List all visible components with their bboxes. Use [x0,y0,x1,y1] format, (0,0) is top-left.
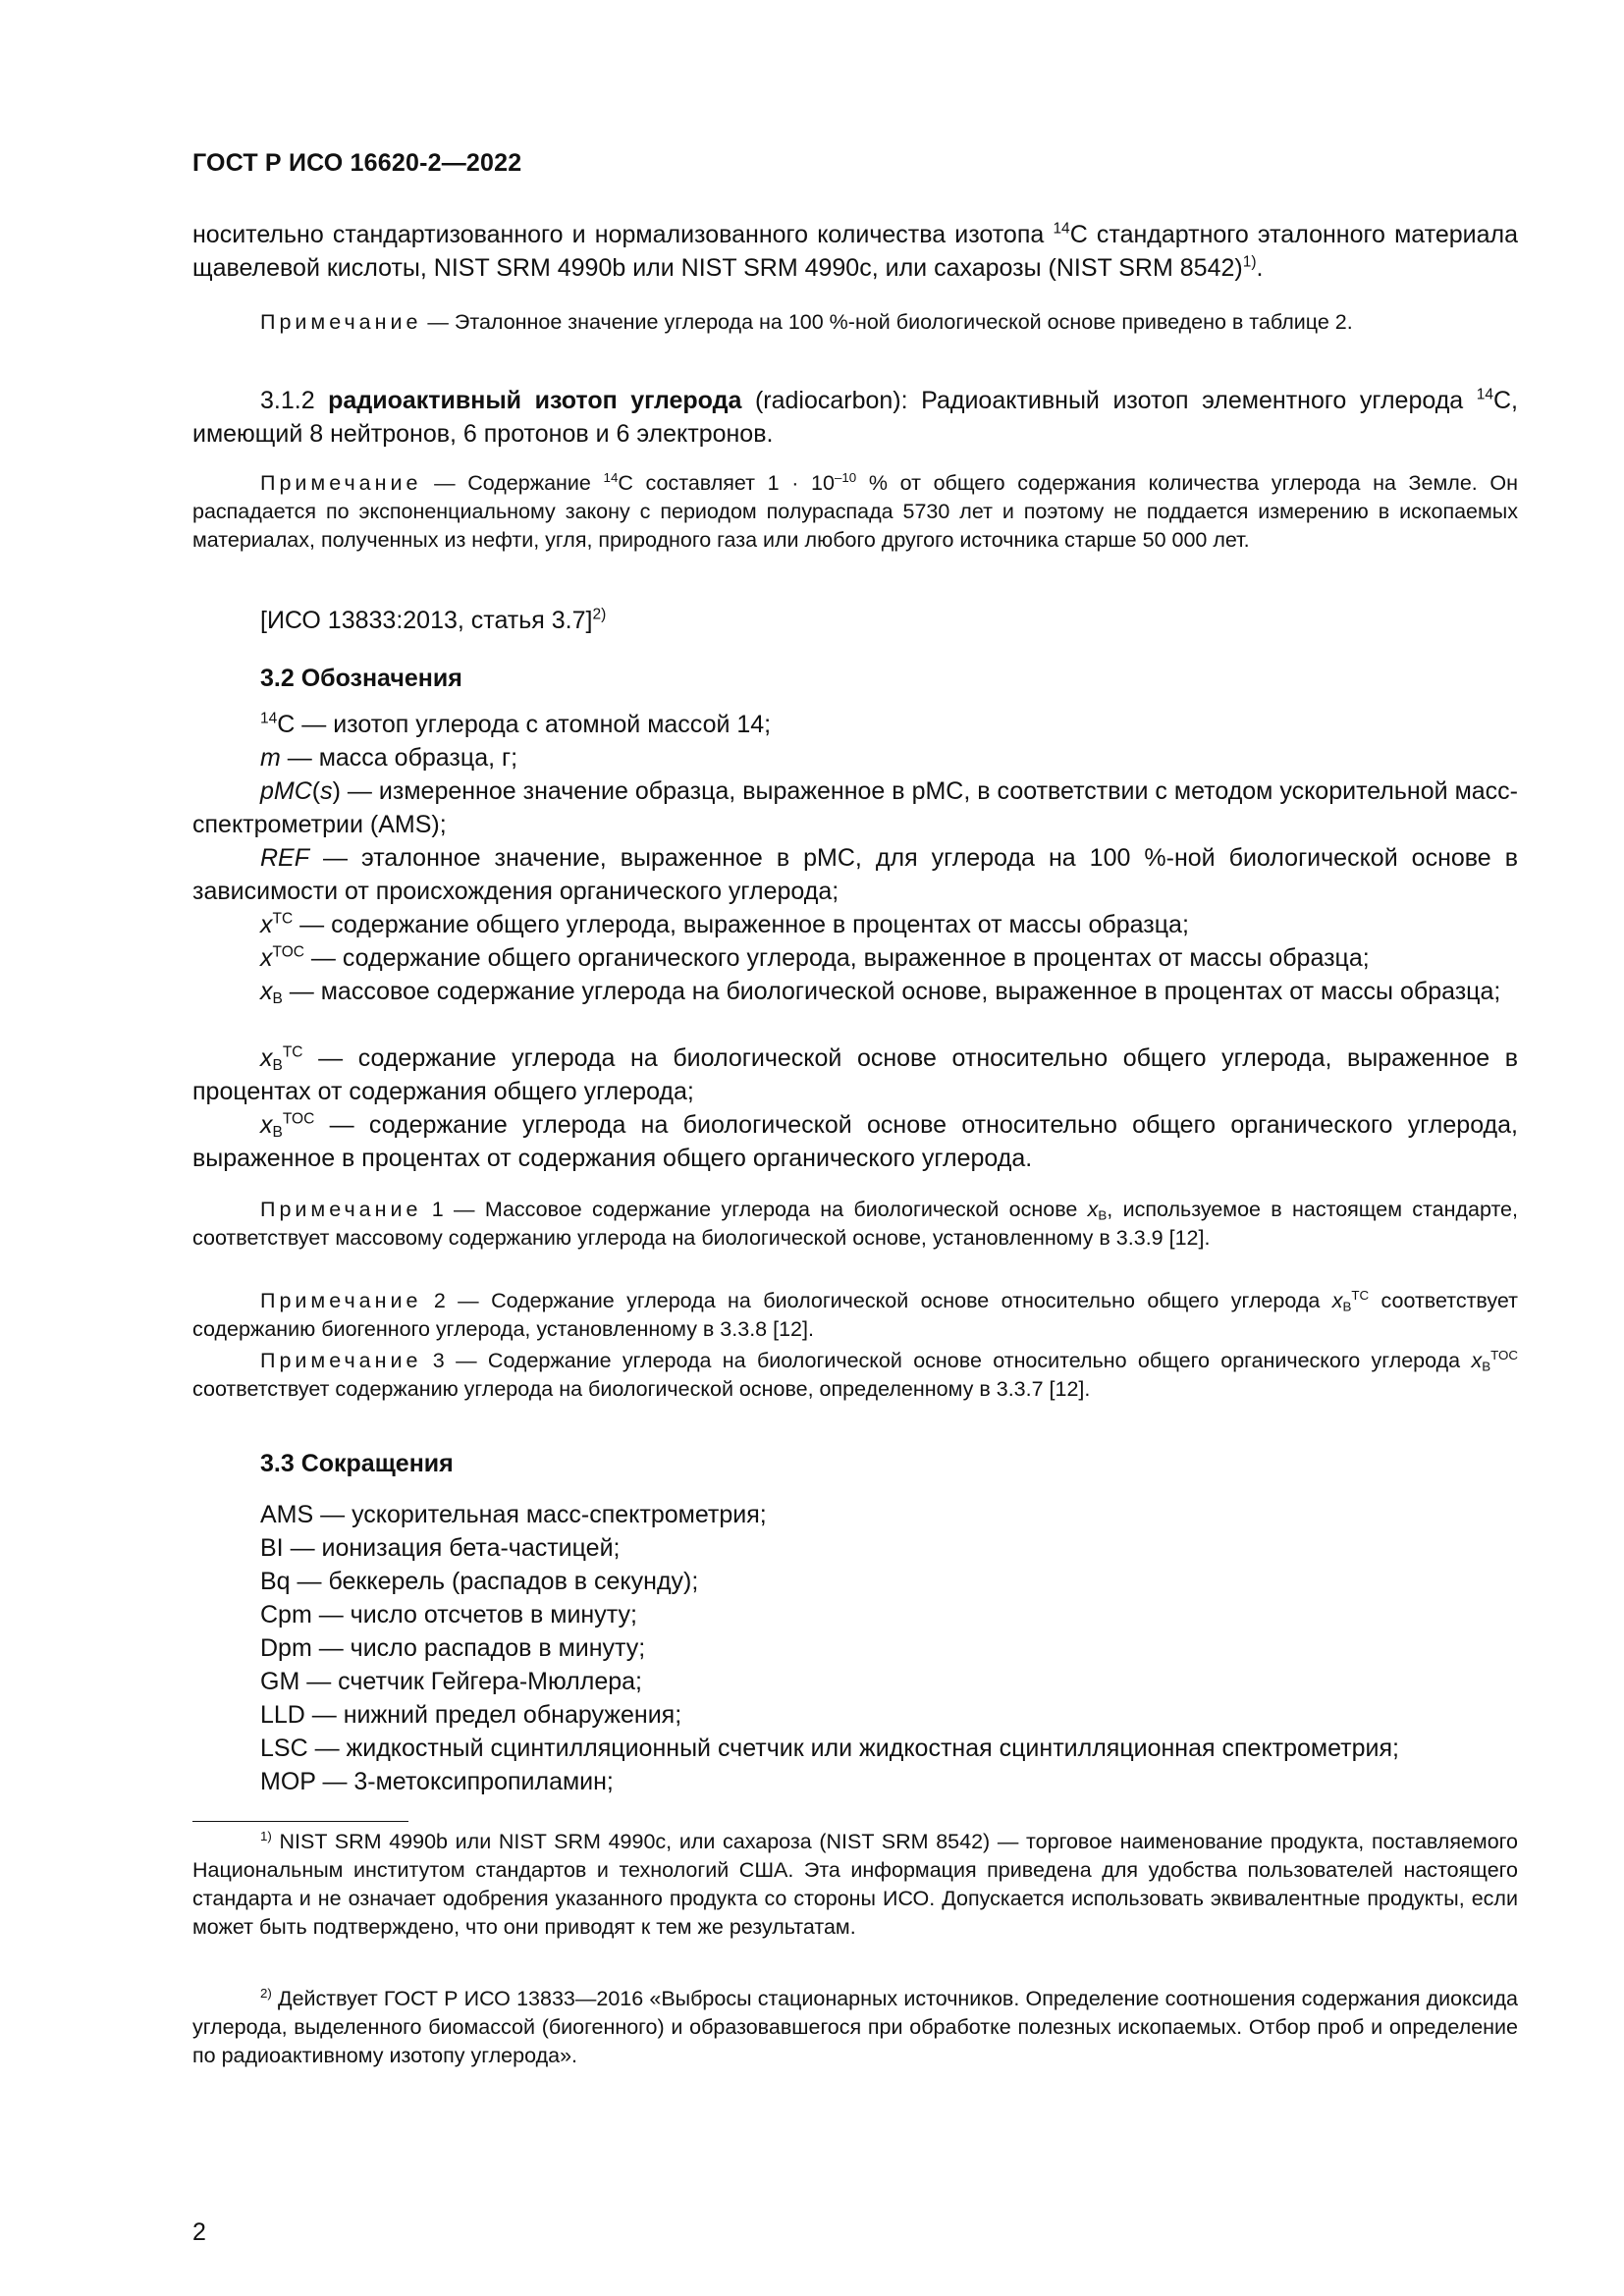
abbreviation-item: Dpm — число распадов в минуту; [260,1634,646,1662]
abbreviation-item: MOP — 3-метоксипропиламин; [260,1768,614,1795]
note-3-designations: Примечание 3 — Содержание углерода на биологической основе относительно общего органического углерода $x_B^{TOC}$ соответствует содержанию углерода на биологической основе, определенному в 3.3.7 [12]. [192,1348,1518,1401]
document-header: ГОСТ Р ИСО 16620-2—2022 [192,149,522,177]
footnote-ref-2[interactable]: 2) [592,606,607,623]
footnote-ref-1[interactable]: 1) [1242,253,1257,271]
abbreviation-item: BI — ионизация бета-частицей; [260,1534,621,1562]
abbreviation-item: LSC — жидкостный сцинтилляционный счетчик или жидкостная сцинтилляционная спектрометрия; [260,1735,1399,1762]
note-1-designations: Примечание 1 — Массовое содержание углерода на биологической основе $x_B$, используемое в настоящем стандарте, соответствует массовому содержанию углерода на биологической основе, установленному в 3.3.9 [12]. [192,1198,1518,1250]
section-heading-abbreviations: 3.3 Сокращения [260,1450,454,1477]
symbol-c14: $^{14}$С — изотоп углерода с атомной массой 14; [260,710,772,738]
section-heading-designations: 3.2 Обозначения [260,665,462,692]
footnote-separator [192,1821,408,1822]
abbreviation-item: LLD — нижний предел обнаружения; [260,1701,682,1729]
footnote-1: $^{1)}$ NIST SRM 4990b или NIST SRM 4990c, или сахароза (NIST SRM 8542) — торговое наименование продукта, поставляемого Национальным институтом стандартов и технологий США. Эта информация приведена для удобства пользователей настоящего стандарта и не означает одобрения указанного продукта со стороны ИСО. Допускается использовать эквивалентные продукты, если может быть подтверждено, что они приводят к тем же результатам. [192,1829,1518,1939]
symbol-x-b-toc: $x_B^{TOC}$ — содержание углерода на биологической основе относительно общего органического углерода, выраженное в процентах от содержания общего органического углерода. [192,1110,1518,1172]
term-radiocarbon: 3.1.2 радиоактивный изотоп углерода (radiocarbon): Радиоактивный изотоп элементного углерода $^{14}$С, имеющий 8 нейтронов, 6 протонов и 6 электронов. [192,386,1518,448]
note-reference-value: Примечание — Эталонное значение углерода на 100 %-ной биологической основе приведено в таблице 2. [260,310,1353,334]
abbreviation-item: AMS — ускорительная масс-спектрометрия; [260,1501,767,1528]
intro-paragraph: носительно стандартизованного и нормализованного количества изотопа $^{14}$С стандартного эталонного материала щавелевой кислоты, NIST SRM 4990b или NIST SRM 4990c, или сахарозы (NIST SRM 8542)$^{1)}$. [192,220,1518,282]
source-reference: [ИСО 13833:2013, статья 3.7]$^{2)}$ [260,606,607,634]
symbol-ref: REF — эталонное значение, выраженное в pMC, для углерода на 100 %-ной биологической основе в зависимости от происхождения органического углерода; [192,844,1518,905]
note-2-designations: Примечание 2 — Содержание углерода на биологической основе относительно общего углерода $x_B^{TC}$ соответствует содержанию биогенного углерода, установленному в 3.3.8 [12]. [192,1288,1518,1341]
page-number: 2 [192,2218,206,2246]
abbreviation-item: Bq — беккерель (распадов в секунду); [260,1568,699,1595]
symbol-m: m — масса образца, г; [260,744,518,772]
symbol-pmc: pMC(s) — измеренное значение образца, выраженное в pMC, в соответствии с методом ускорительной масс-спектрометрии (AMS); [192,777,1518,838]
note-radiocarbon: Примечание — Содержание $^{14}$С составляет $1 \cdot 10^{-10}$ % от общего содержания количества углерода на Земле. Он распадается по экспоненциальному закону с периодом полураспада 5730 лет и поэтому не поддается измерению в ископаемых материалах, полученных из нефти, угля, природного газа или любого другого источника старше 50 000 лет. [192,470,1518,552]
footnote-2: $^{2)}$ Действует ГОСТ Р ИСО 13833—2016 «Выбросы стационарных источников. Определение соотношения содержания диоксида углерода, выделенного биомассой (биогенного) и образовавшегося при обработке полезных ископаемых. Отбор проб и определение по радиоактивному изотопу углерода». [192,1986,1518,2067]
abbreviation-item: GM — счетчик Гейгера-Мюллера; [260,1668,643,1695]
abbreviation-item: Cpm — число отсчетов в минуту; [260,1601,637,1629]
symbol-x-b: $x_B$ — массовое содержание углерода на биологической основе, выраженное в процентах от массы образца; [260,978,1501,1007]
symbol-x-b-tc: $x_B^{TC}$ — содержание углерода на биологической основе относительно общего углерода, выраженное в процентах от содержания общего углерода; [192,1043,1518,1105]
symbol-x-tc: $x^{TC}$ — содержание общего углерода, выраженное в процентах от массы образца; [260,910,1189,938]
symbol-x-toc: $x^{TOC}$ — содержание общего органического углерода, выраженное в процентах от массы образца; [260,943,1370,972]
